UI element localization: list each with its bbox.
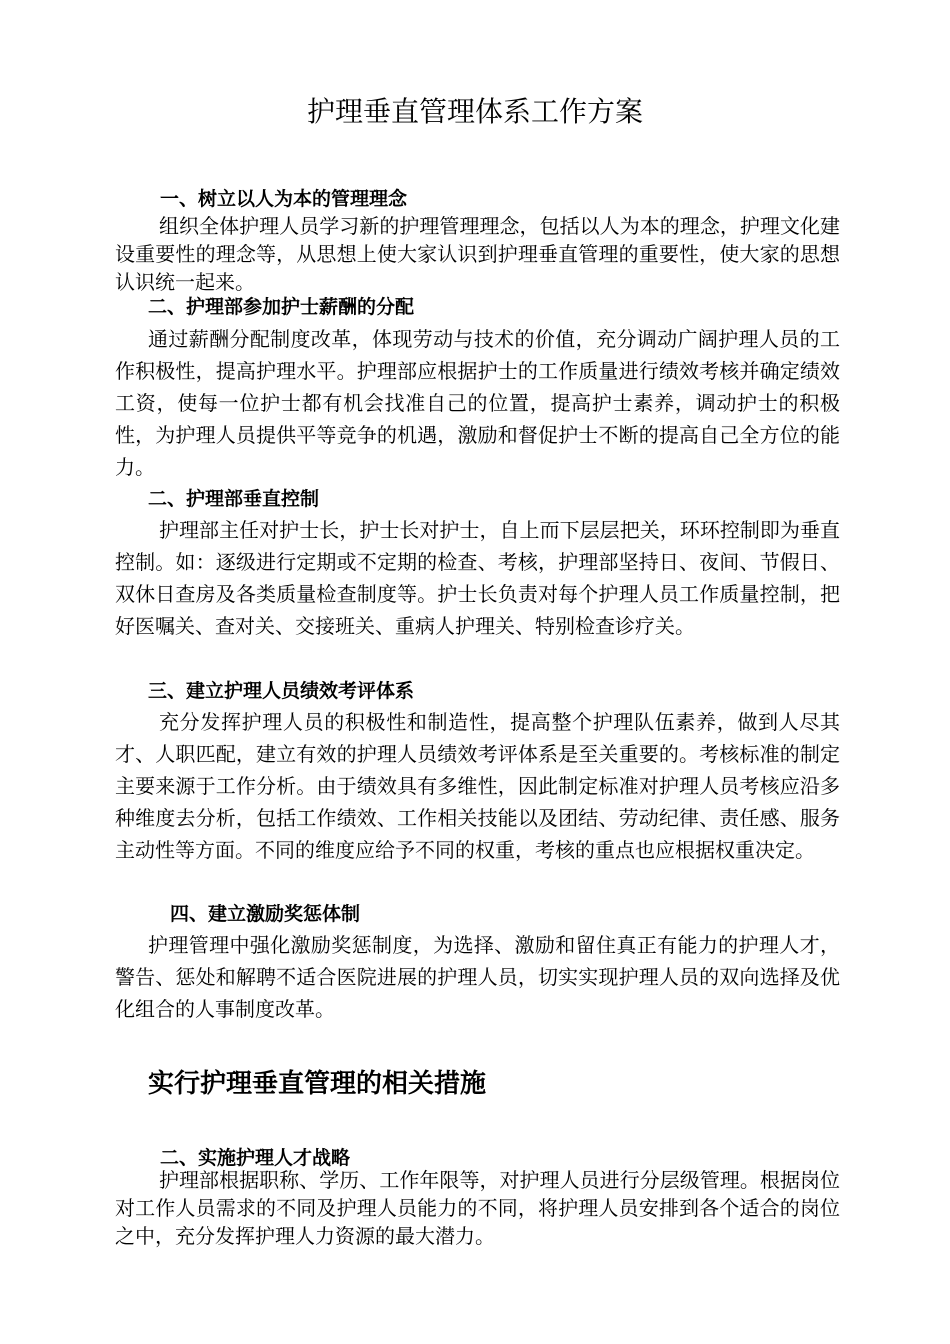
- section-heading-2: 二、护理部参加护士薪酬的分配: [148, 296, 415, 318]
- section2-body-1: 护理部根据职称、学历、工作年限等，对护理人员进行分层级管理。根据岗位对工作人员需求的不同及护理人员能力的不同，将护理人员安排到各个适合的岗位之中，充分发挥护理人力资源的最大潜力。: [115, 1168, 840, 1248]
- section-heading-4: 三、建立护理人员绩效考评体系: [148, 680, 415, 702]
- document-title: 护理垂直管理体系工作方案: [306, 95, 643, 128]
- section-body-5: 护理管理中强化激励奖惩制度，为选择、激励和留住真正有能力的护理人才，警告、惩处和解聘不适合医院进展的护理人员，切实实现护理人员的双向选择及优化组合的人事制度改革。: [115, 933, 840, 1021]
- section-title-measures: 实行护理垂直管理的相关措施: [148, 1069, 487, 1099]
- section2-heading-1: 二、实施护理人才战略: [160, 1147, 351, 1169]
- section-heading-5: 四、建立激励奖惩体制: [170, 903, 361, 925]
- section-body-2: 通过薪酬分配制度改革，体现劳动与技术的价值，充分调动广阔护理人员的工作积极性，提高护理水平。护理部应根据护士的工作质量进行绩效考核并确定绩效工资，使每一位护士都有机会找准自己的位置，提高护士素养，调动护士的积极性，为护理人员提供平等竞争的机遇，激励和督促护士不断的提高自己全方位的能力。: [115, 327, 840, 479]
- section-body-4: 充分发挥护理人员的积极性和制造性，提高整个护理队伍素养，做到人尽其才、人职匹配，建立有效的护理人员绩效考评体系是至关重要的。考核标准的制定主要来源于工作分析。由于绩效具有多维性，因此制定标准对护理人员考核应沿多种维度去分析，包括工作绩效、工作相关技能以及团结、劳动纪律、责任感、服务主动性等方面。不同的维度应给予不同的权重，考核的重点也应根据权重决定。: [115, 710, 840, 862]
- section-body-1: 组织全体护理人员学习新的护理管理理念，包括以人为本的理念，护理文化建设重要性的理念等，从思想上使大家认识到护理垂直管理的重要性，使大家的思想认识统一起来。: [115, 214, 840, 294]
- section-heading-1: 一、树立以人为本的管理理念: [160, 188, 408, 210]
- section-body-3: 护理部主任对护士长，护士长对护士，自上而下层层把关，环环控制即为垂直控制。如：逐级进行定期或不定期的检查、考核，护理部坚持日、夜间、节假日、双休日查房及各类质量检查制度等。护士长负责对每个护理人员工作质量控制，把好医嘱关、查对关、交接班关、重病人护理关、特别检查诊疗关。: [115, 518, 840, 638]
- section-heading-3: 二、护理部垂直控制: [148, 488, 320, 510]
